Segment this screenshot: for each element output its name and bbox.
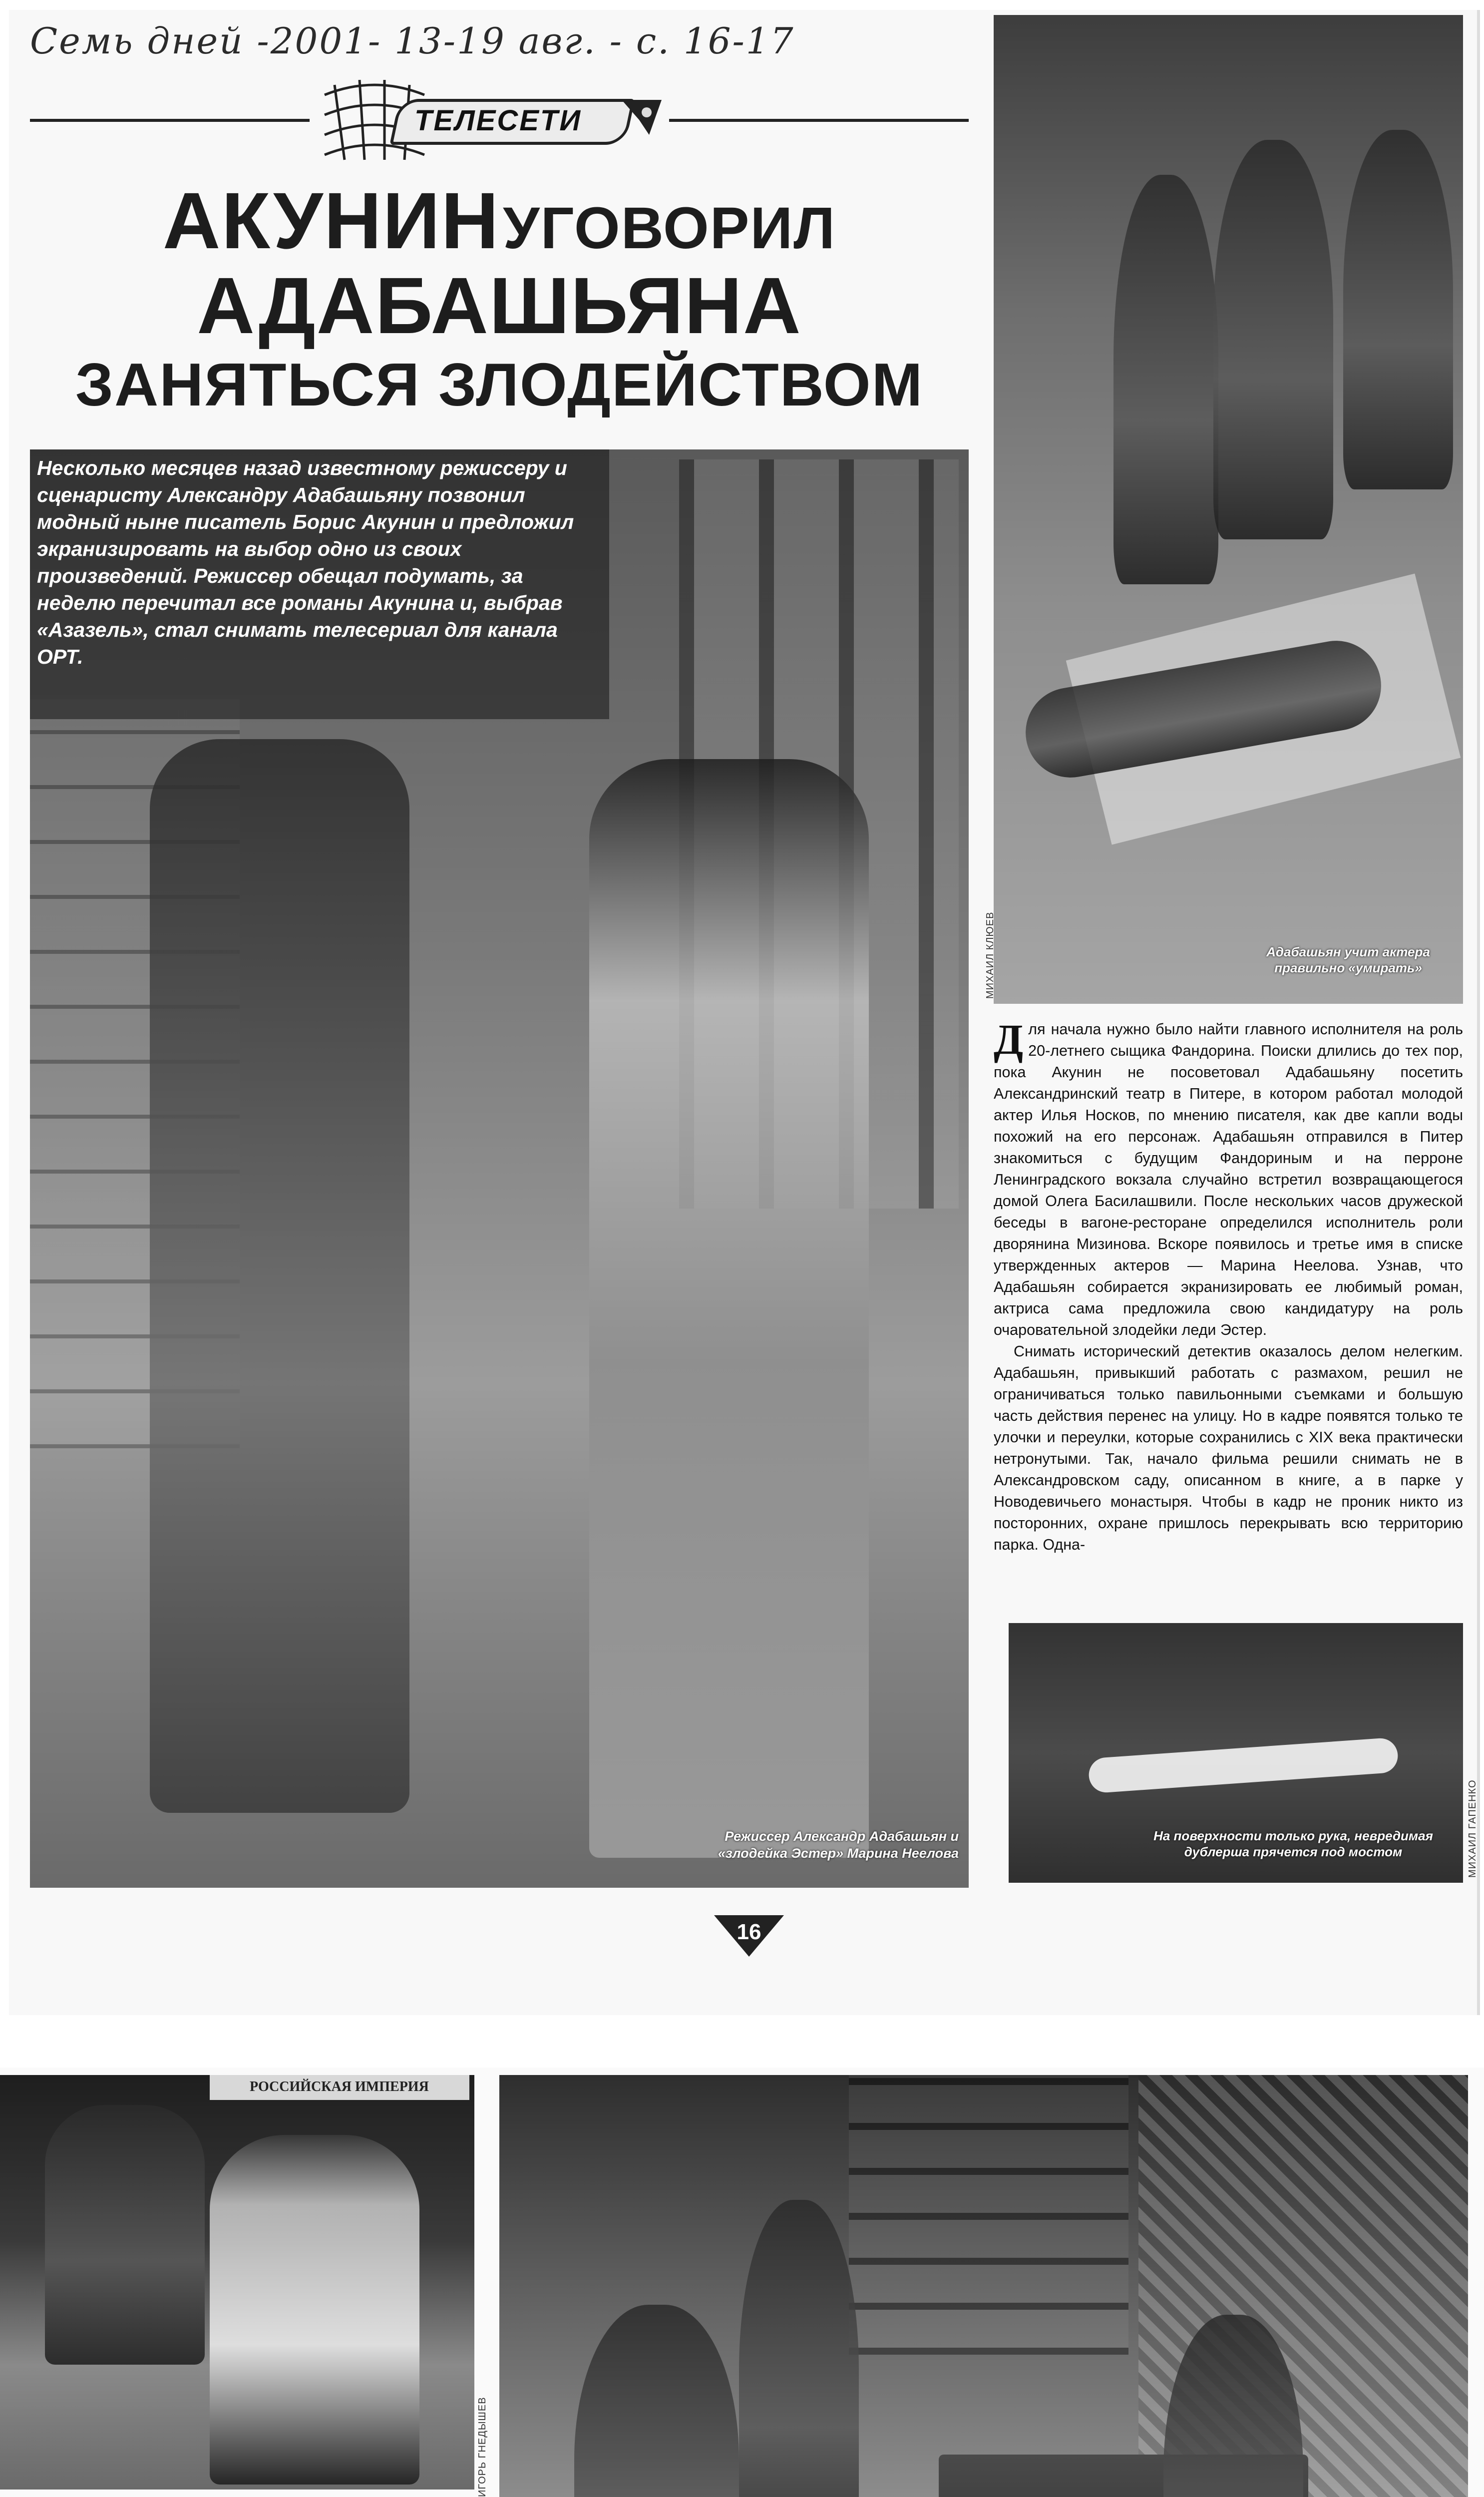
arm-shape — [1088, 1737, 1399, 1793]
headline-small: УГОВОРИЛ — [503, 195, 836, 261]
headline-line-2: АДАБАШЬЯНА — [197, 261, 802, 350]
main-photo — [30, 449, 969, 1888]
page-number-badge — [714, 1913, 784, 1958]
credit-2: МИХАИЛ ГАПЕНКО — [1467, 1779, 1478, 1878]
figure-bezrukov — [45, 2105, 205, 2365]
photo-bezrukov — [0, 2075, 474, 2490]
figure-woman — [1213, 140, 1333, 539]
tv-logo-icon — [619, 95, 664, 140]
rubric-text: ТЕЛЕСЕТИ — [414, 104, 582, 137]
caption-top-right: Адабашьян учит актера правильно «умирать» — [1266, 944, 1430, 975]
article-column-1 — [994, 1015, 1463, 1556]
figure-man — [1343, 130, 1453, 489]
caption-arm: На поверхности только рука, невредимая дублерша прячется под мостом — [1153, 1828, 1433, 1859]
rubric-rule-left — [30, 119, 310, 122]
photo-fandorin — [499, 2075, 1468, 2497]
article-paragraph-1 — [994, 1015, 1463, 1341]
headline-line-1 — [30, 175, 969, 265]
lead-text: Несколько месяцев назад известному режиссеру и сценаристу Александру Адабашьяну позвонил модный ныне писатель Борис Акунин и предложил экранизировать на выбор одно из своих произведений. Режиссер обещал подумать, за неделю перечитал все романы Акунина и, выбрав «Азазель», стал снимать телесериал для канала ОРТ. — [37, 456, 574, 668]
headline-big: АКУНИН — [162, 176, 500, 265]
figure-fandorin — [574, 2305, 739, 2497]
handwritten-note: Семь дней -2001- 13-19 авг. - с. 16-17 — [30, 20, 795, 62]
caption-main-photo: Режиссер Александр Адабашьян и «злодейка Эстер» Марина Неелова — [718, 1829, 959, 1861]
bookshelf — [849, 2075, 1128, 2355]
article-p1-text: ля начала нужно было найти главного исполнителя на роль 20-летнего сыщика Фандорина. Поиски длились до тех пор, пока Акунин не посоветовал Адабашьяну посетить Александринский театр в Питере, в котором работал молодой актер Илья Носков, по мнению писателя, как две капли воды похожий на его персонаж. Адабашьян отправился в Питер знакомиться с будущим Фандориным и на перроне Ленинградского вокзала случайно встретил возвращающегося домой Олега Басилашвили. После нескольких часов дружеской беседы в вагоне-ресторане определился исполнитель роли дворянина Мизинова. Вскоре появилось и третье имя в списке утвержденных актеров — Марина Неелова. Узнав, что Адабашьян собирается экранизировать ее любимый роман, актриса сама предложила свою кандидатуру на роль очаровательной злодейки леди Эстер. — [994, 1021, 1463, 1338]
sign-text: РОССИЙСКАЯ ИМПЕРИЯ — [250, 2079, 429, 2094]
dropcap: Д — [994, 1015, 1024, 1063]
figure-director-2 — [1113, 175, 1218, 584]
figure-director — [589, 759, 869, 1858]
figure-noskov — [210, 2135, 419, 2485]
article-paragraph-2: Снимать исторический детектив оказалось делом нелегким. Адабашьян, привыкший работать с размахом, решил не ограничиваться только павильонными съемками и большую часть действия перенес на улицу. Но в кадре появятся только те улочки и переулки, которые сохранились с XIX века практически нетронутыми. Так, начало фильма решили снимать не в Александровском саду, описанном в книге, а в парке у Новодевичьего монастыря. Чтобы в кадр не проник никто из посторонних, охране пришлось перекрывать всю территорию парка. Одна- — [994, 1343, 1463, 1553]
rubric-rule-right — [669, 119, 969, 122]
rubric-logo — [320, 75, 664, 165]
headline-line-3: ЗАНЯТЬСЯ ЗЛОДЕЙСТВОМ — [75, 351, 924, 418]
figure-crew-member — [739, 2200, 859, 2497]
figure-actress — [150, 739, 409, 1813]
page-number: 16 — [737, 1920, 761, 1944]
credit-3: ИГОРЬ ГНЕДЫШЕВ — [477, 2397, 488, 2497]
photo-arm — [1009, 1623, 1463, 1883]
photo-top-right — [994, 15, 1463, 1004]
sign-board — [210, 2075, 469, 2100]
credit-1: МИХАИЛ КЛЮЕВ — [985, 911, 996, 999]
